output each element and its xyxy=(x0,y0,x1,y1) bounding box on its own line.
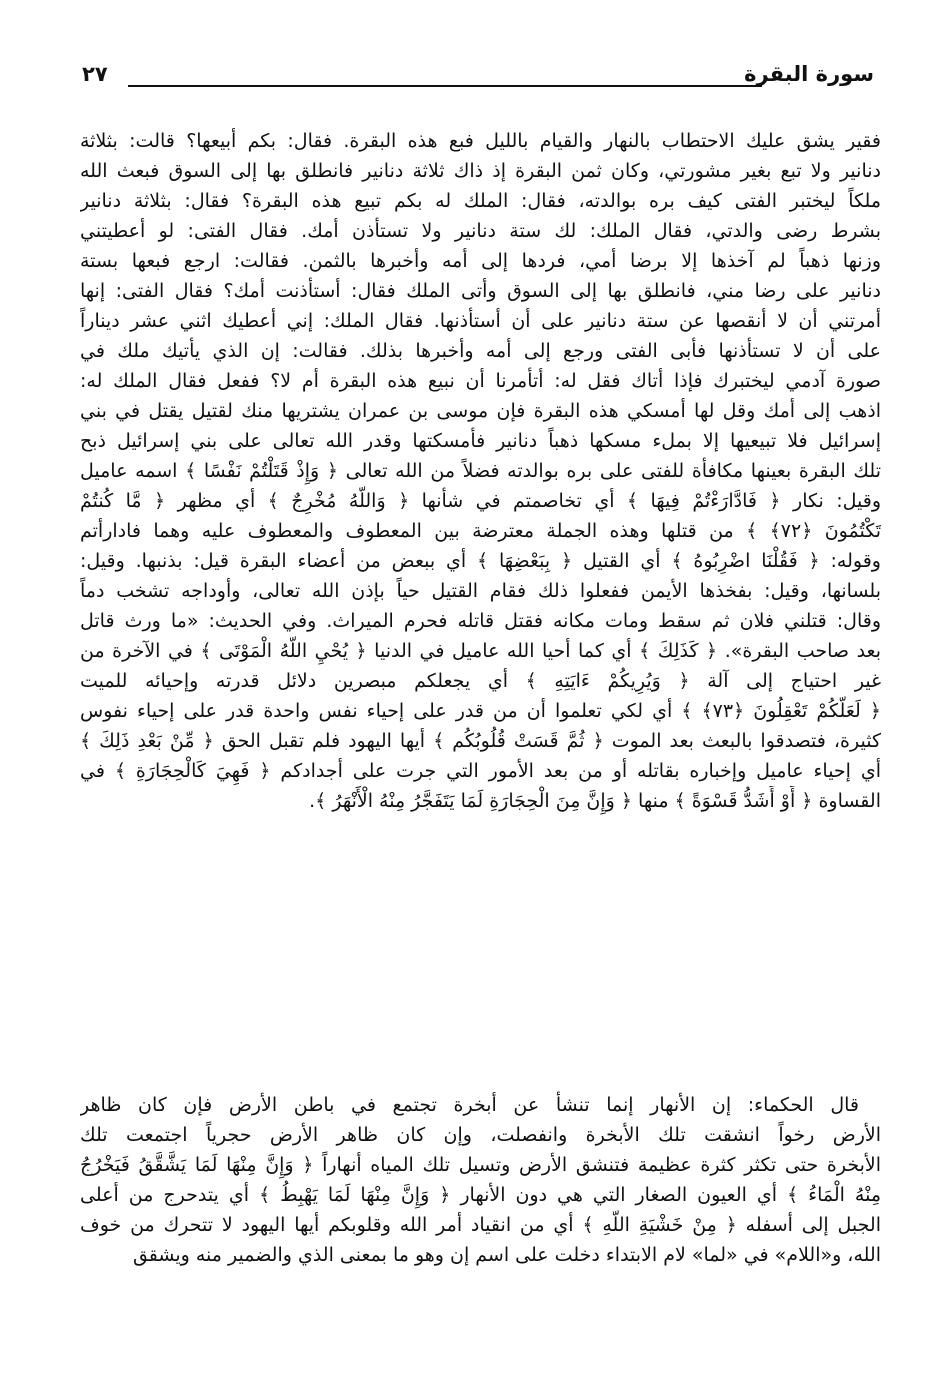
paragraph-2 xyxy=(80,1090,881,1270)
text-line: بشرط رضى والدتي، فقال الملك: لك ستة دنانير ولا تستأذن أمك. فقال الفتى: لو أعطيتني xyxy=(80,220,881,242)
text-line: اذهب إلى أمك وقل لها أمسكي هذه البقرة فإن موسى بن عمران يشتريها منك لقتيل يقتل في بني xyxy=(80,400,881,422)
text-line: وقيل: نكار ﴿ فَادَّارَءْتُمْ فِيهَا ﴾ أي تخاصمتم في شأنها ﴿ وَاللَّهُ مُخْرِجٌ ﴾ أي مظهر ﴿ مَّا كُنتُمْ xyxy=(80,490,881,512)
text-line: وقوله: ﴿ فَقُلْنَا اضْرِبُوهُ ﴾ أي القتيل ﴿ بِبَعْضِهَا ﴾ أي ببعض من أعضاء البقرة قيل: بذنبها. وقيل: xyxy=(80,550,881,572)
text-line: كثيرة، فتصدقوا بالبعث بعد الموت ﴿ ثُمَّ قَسَتْ قُلُوبُكُم ﴾ أيها اليهود فلم تقبل الحق ﴿ مِّنْ بَعْدِ ذَلِكَ ﴾ xyxy=(80,730,881,752)
text-line: دنانير ولا تبع بغير مشورتي، وكان ثمن البقرة إذ ذاك ثلاثة دنانير فانطلق بها إلى السوق فبعث الله xyxy=(80,160,881,182)
header-rule xyxy=(128,85,762,87)
paragraph-1 xyxy=(80,126,881,816)
text-line: ﴿ لَعَلَّكُمْ تَعْقِلُونَ ﴿٧٣﴾ ﴾ أي لكي تعلموا أن من قدر على إحياء نفس واحدة قدر على إحياء نفوس xyxy=(80,700,881,722)
surah-title: سورة البقرة xyxy=(744,62,874,86)
text-line: تلك البقرة بعينها مكافأة للفتى على بره بوالدته فضلاً من الله تعالى ﴿ وَإِذْ قَتَلْتُمْ نَفْسًا ﴾ اسمه عاميل xyxy=(80,460,881,482)
text-line: إسرائيل فلا تبيعيها إلا بملء مسكها ذهباً دنانير فأمسكتها وقدر الله تعالى على بني إسرائيل ذبح xyxy=(80,430,881,452)
text-line: القساوة ﴿ أَوْ أَشَدُّ قَسْوَةً ﴾ منها ﴿ وَإِنَّ مِنَ الْحِجَارَةِ لَمَا يَتَفَجَّرُ مِنْهُ الْأَنْهَرُ ﴾. xyxy=(309,790,881,812)
text-line: دنانير على رضا مني، فانطلق بها إلى السوق وأتى الملك فقال: أستأذنت أمك؟ فقال الفتى: إنها xyxy=(80,280,881,302)
text-line: الجبل إلى أسفله ﴿ مِنْ خَشْيَةِ اللَّهِ ﴾ أي من انقياد أمر الله وقلوبكم أيها اليهود لا تتحرك من خوف xyxy=(80,1214,881,1236)
text-line: أمرتني أن لا أنقصها عن ستة دنانير على أن أستأذنها. فقال الملك: إني أعطيك اثني عشر ديناراً xyxy=(80,310,881,332)
text-line: ملكاً ليختبر الفتى كيف بره بوالدته، فقال: الملك له بكم تبيع هذه البقرة؟ فقال: بثلاثة دنانير xyxy=(80,190,881,212)
text-line: مِنْهُ الْمَاءُ ﴾ أي العيون الصغار التي هي دون الأنهار ﴿ وَإِنَّ مِنْهَا لَمَا يَهْبِطُ ﴾ أي يتدحرج من أعلى xyxy=(80,1184,881,1206)
text-line: صورة آدمي ليختبرك فإذا أتاك فقل له: أتأمرنا أن نبيع هذه البقرة أم لا؟ ففعل فقال الملك له: xyxy=(80,370,881,392)
text-line: على أن لا تستأذنها فأبى الفتى ورجع إلى أمه وأخبرها بذلك. فقالت: إن الذي يأتيك ملك في xyxy=(80,340,881,362)
text-line: الأبخرة حتى تكثر كثرة عظيمة فتنشق الأرض وتسيل تلك المياه أنهاراً ﴿ وَإِنَّ مِنْهَا لَمَا يَشَّقَّقُ فَيَخْرُجُ xyxy=(80,1154,881,1176)
text-line: فقير يشق عليك الاحتطاب بالنهار والقيام بالليل فبع هذه البقرة. فقال: بكم أبيعها؟ قالت: بثلاثة xyxy=(80,130,881,152)
text-line: قال الحكماء: إن الأنهار إنما تنشأ عن أبخرة تجتمع في باطن الأرض فإن كان ظاهر xyxy=(80,1094,859,1116)
text-line: بعد صاحب البقرة». ﴿ كَذَلِكَ ﴾ أي كما أحيا الله عاميل في الدنيا ﴿ يُحْيِ اللَّهُ الْمَوْتَى ﴾ في الآخرة من xyxy=(80,640,881,662)
text-line: الأرض رخواً انشقت تلك الأبخرة وانفصلت، وإن كان ظاهر الأرض حجرياً اجتمعت تلك xyxy=(80,1124,881,1146)
text-line: تَكْتُمُونَ ﴿٧٢﴾ ﴾ من قتلها وهذه الجملة معترضة بين المعطوف والمعطوف عليه وهما فادارأتم xyxy=(80,520,881,542)
text-line: بلسانها، وقيل: بفخذها الأيمن ففعلوا ذلك فقام القتيل حياً بإذن الله تعالى، وأوداجه تشخب دماً xyxy=(80,580,881,602)
text-line: وقال: قتلني فلان ثم سقط ومات مكانه فقتل قاتله فحرم الميراث. وفي الحديث: «ما ورث قاتل xyxy=(80,610,881,632)
text-line: غير احتياج إلى آلة ﴿ وَيُرِيكُمْ ءَايَتِهِ ﴾ أي يجعلكم مبصرين دلائل قدرته وإحيائه للميت xyxy=(80,670,881,692)
text-line: الله، و«اللام» في «لما» لام الابتداء دخلت على اسم إن وهو ما بمعنى الذي والضمير منه ويشقق xyxy=(132,1244,881,1266)
running-header xyxy=(82,56,874,96)
text-line: وزنها ذهباً لم آخذها إلا برضا أمي، فردها إلى أمه وأخبرها بالثمن. فقالت: ارجع فبعها بستة xyxy=(80,250,881,272)
text-line: أي إحياء عاميل وإخباره بقاتله أو من بعد الأمور التي جرت على أجدادكم ﴿ فَهِيَ كَالْحِجَارَةِ ﴾ في xyxy=(80,760,881,782)
page-number: ٢٧ xyxy=(82,62,108,86)
